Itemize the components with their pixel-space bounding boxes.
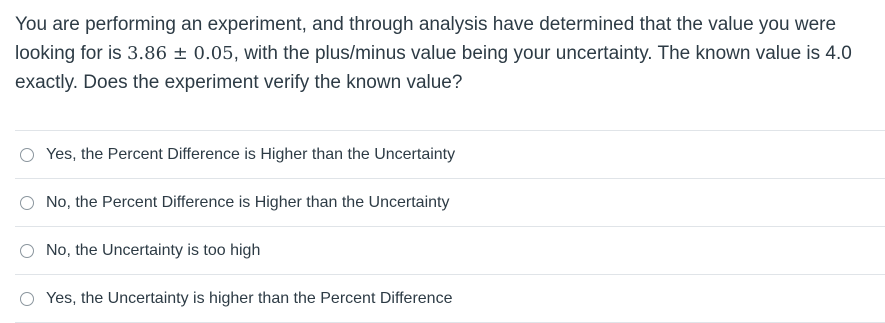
answer-label: No, the Percent Difference is Higher than the Uncertainty — [46, 193, 450, 211]
question-text-part2: , with the plus/minus value being your uncertainty. The known value is 4.0 exactly. Does the experiment verify the known value? — [15, 43, 852, 93]
answer-option-2[interactable] — [15, 179, 885, 227]
answer-option-4[interactable] — [15, 275, 885, 323]
radio-button-icon[interactable] — [20, 292, 34, 306]
radio-button-icon[interactable] — [20, 244, 34, 258]
answer-label: Yes, the Uncertainty is higher than the Percent Difference — [46, 289, 453, 307]
answer-label: No, the Uncertainty is too high — [46, 241, 261, 259]
answer-option-1[interactable] — [15, 131, 885, 179]
radio-button-icon[interactable] — [20, 196, 34, 210]
radio-button-icon[interactable] — [20, 148, 34, 162]
question-text — [15, 10, 875, 97]
answer-label: Yes, the Percent Difference is Higher than the Uncertainty — [46, 145, 456, 163]
answer-option-3[interactable] — [15, 227, 885, 275]
answer-list — [15, 130, 885, 323]
measured-value: 3.86 ± 0.05 — [126, 43, 234, 64]
question-text-part1: You are performing an experiment, and through analysis have determined that the value you were looking for is — [15, 14, 837, 64]
